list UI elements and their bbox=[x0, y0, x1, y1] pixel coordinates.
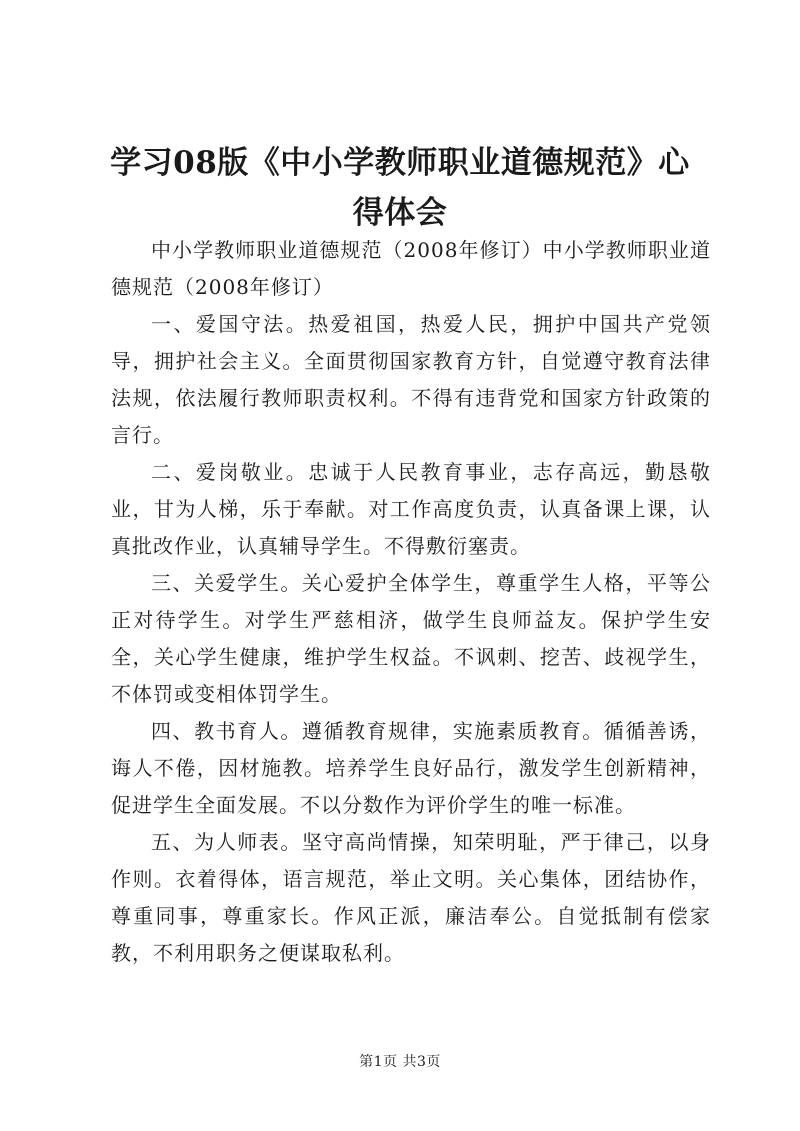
paragraph-intro: 中小学教师职业道德规范（2008年修订）中小学教师职业道德规范（2008年修订） bbox=[111, 238, 711, 299]
document-body bbox=[111, 232, 711, 972]
paragraph-2: 二、爱岗敬业。忠诚于人民教育事业，志存高远，勤恳敬业，甘为人梯，乐于奉献。对工作高度负责，认真备课上课，认真批改作业，认真辅导学生。不得敷衍塞责。 bbox=[111, 460, 711, 558]
page-number-footer: 第1页 共3页 bbox=[359, 1054, 441, 1070]
paragraph-3: 三、关爱学生。关心爱护全体学生，尊重学生人格，平等公正对待学生。对学生严慈相济，做学生良师益友。保护学生安全，关心学生健康，维护学生权益。不讽刺、挖苦、歧视学生，不体罚或变相体罚学生。 bbox=[111, 571, 711, 706]
paragraph-5: 五、为人师表。坚守高尚情操，知荣明耻，严于律己，以身作则。衣着得体，语言规范，举止文明。关心集体，团结协作，尊重同事，尊重家长。作风正派，廉洁奉公。自觉抵制有偿家教，不利用职务之便谋取私利。 bbox=[111, 830, 711, 965]
paragraph-1: 一、爱国守法。热爱祖国，热爱人民，拥护中国共产党领导，拥护社会主义。全面贯彻国家教育方针，自觉遵守教育法律法规，依法履行教师职责权利。不得有违背党和国家方针政策的言行。 bbox=[111, 312, 711, 447]
document-title: 学习08版《中小学教师职业道德规范》心得体会 bbox=[110, 145, 690, 231]
paragraph-4: 四、教书育人。遵循教育规律，实施素质教育。循循善诱，诲人不倦，因材施教。培养学生良好品行，激发学生创新精神，促进学生全面发展。不以分数作为评价学生的唯一标准。 bbox=[111, 719, 711, 817]
